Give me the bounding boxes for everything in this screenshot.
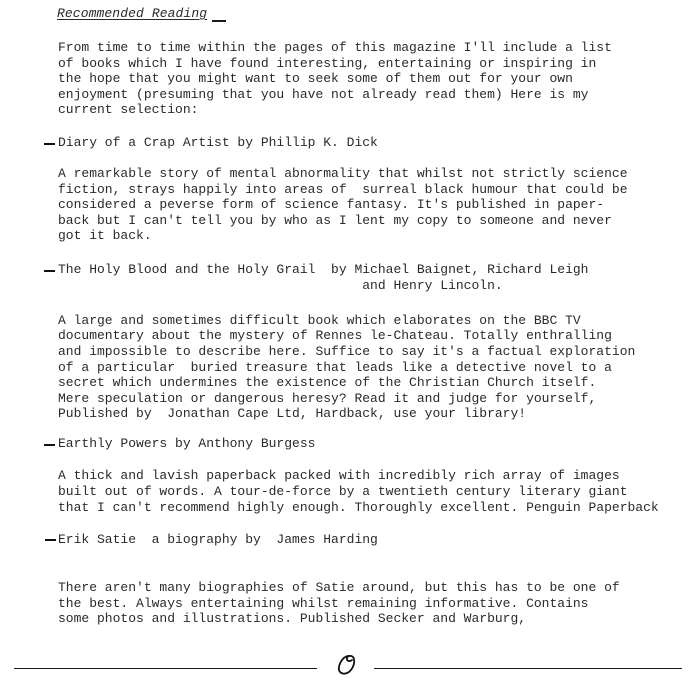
footer-rule-right bbox=[374, 668, 682, 669]
book-heading: Erik Satie a biography by James Harding bbox=[58, 532, 378, 547]
review-line: the best. Always entertaining whilst remaining informative. Contains bbox=[58, 596, 589, 611]
review-line: fiction, strays happily into areas of surreal black humour that could be bbox=[58, 182, 628, 197]
bullet-dash-icon bbox=[44, 270, 55, 272]
review-line: some photos and illustrations. Published Secker and Warburg, bbox=[58, 611, 527, 626]
review-line: that I can't recommend highly enough. Thoroughly excellent. Penguin Paperback bbox=[58, 500, 659, 515]
review-line: A remarkable story of mental abnormality that whilst not strictly science bbox=[58, 166, 628, 181]
review-line: documentary about the mystery of Rennes le-Chateau. Totally enthralling bbox=[58, 328, 612, 343]
book-heading: Earthly Powers by Anthony Burgess bbox=[58, 436, 316, 451]
review-line: back but I can't tell you by who as I lent my copy to someone and never bbox=[58, 213, 612, 228]
review-line: got it back. bbox=[58, 228, 152, 243]
title-underline-tail bbox=[212, 20, 226, 22]
article-title: Recommended Reading bbox=[57, 6, 208, 21]
review-line: considered a peverse form of science fantasy. It's published in paper- bbox=[58, 197, 605, 212]
bullet-dash-icon bbox=[45, 539, 56, 541]
review-line: and impossible to describe here. Suffice to say it's a factual exploration bbox=[58, 344, 636, 359]
footer-rule-left bbox=[14, 668, 317, 669]
review-line: There aren't many biographies of Satie around, but this has to be one of bbox=[58, 580, 620, 595]
review-line: A large and sometimes difficult book which elaborates on the BBC TV bbox=[58, 313, 581, 328]
review-line: built out of words. A tour-de-force by a twentieth century literary giant bbox=[58, 484, 628, 499]
intro-line: From time to time within the pages of this magazine I'll include a list bbox=[58, 40, 612, 55]
intro-line: enjoyment (presuming that you have not already read them) Here is my bbox=[58, 87, 589, 102]
review-line: secret which undermines the existence of the Christian Church itself. bbox=[58, 375, 597, 390]
review-line: Mere speculation or dangerous heresy? Read it and judge for yourself, bbox=[58, 391, 597, 406]
intro-line: current selection: bbox=[58, 102, 199, 117]
review-line: Published by Jonathan Cape Ltd, Hardback, use your library! bbox=[58, 406, 527, 421]
review-line: A thick and lavish paperback packed with incredibly rich array of images bbox=[58, 468, 620, 483]
intro-line: the hope that you might want to seek some of them out for your own bbox=[58, 71, 573, 86]
bullet-dash-icon bbox=[44, 143, 55, 145]
intro-line: of books which I have found interesting, entertaining or inspiring in bbox=[58, 56, 597, 71]
review-line: of a particular buried treasure that leads like a detective novel to a bbox=[58, 360, 612, 375]
book-heading: Diary of a Crap Artist by Phillip K. Dick bbox=[58, 135, 378, 150]
handwritten-zero-icon bbox=[336, 652, 358, 676]
page-number-mark bbox=[336, 652, 358, 676]
book-heading: and Henry Lincoln. bbox=[58, 278, 503, 293]
book-heading: The Holy Blood and the Holy Grail by Michael Baignet, Richard Leigh bbox=[58, 262, 589, 277]
bullet-dash-icon bbox=[44, 444, 55, 446]
